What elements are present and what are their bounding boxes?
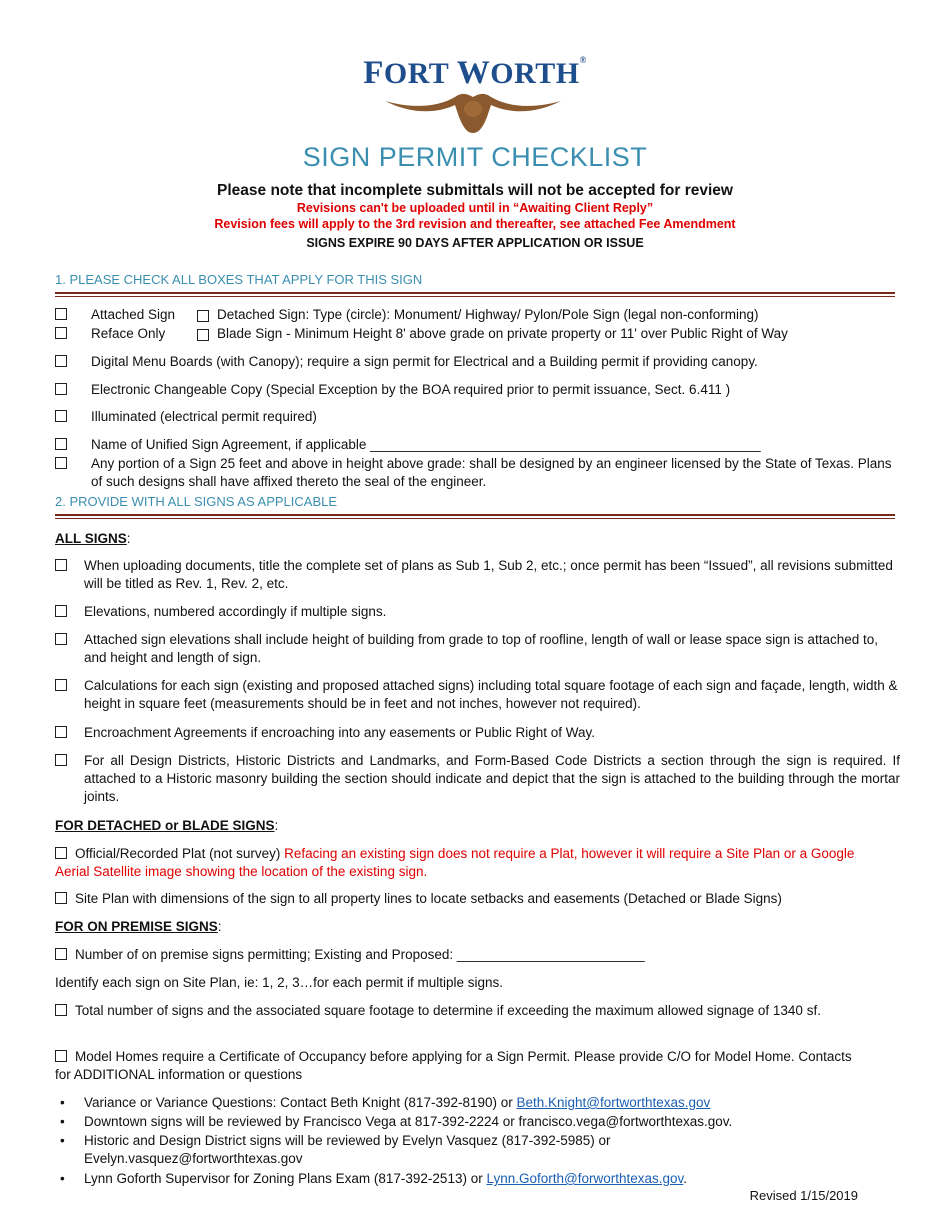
logo-letters: ORT bbox=[383, 57, 457, 90]
electronic-copy-label: Electronic Changeable Copy (Special Exception by the BOA required prior to permit issuance, Sect. 6.411 ) bbox=[91, 382, 731, 397]
upload-title-checkbox[interactable] bbox=[55, 559, 67, 571]
detached-sign-checkbox[interactable] bbox=[197, 310, 209, 322]
upload-title-label: When uploading documents, title the complete set of plans as Sub 1, Sub 2, etc.; once permit has been “Issued”, all revisions submitted will be titled as Rev. 1, Rev. 2, etc. bbox=[84, 558, 893, 591]
attached-sign-label: Attached Sign bbox=[91, 307, 176, 322]
model-homes-checkbox[interactable] bbox=[55, 1050, 67, 1062]
checklist-row bbox=[55, 603, 900, 621]
total-signs-checkbox[interactable] bbox=[55, 1004, 67, 1016]
historic-email: Evelyn.vasquez@fortworthtexas.gov bbox=[84, 1151, 303, 1166]
revision-upload-note: Revisions can't be uploaded until in “Awaiting Client Reply” bbox=[296, 201, 654, 215]
logo-letter: W bbox=[456, 55, 491, 91]
incomplete-submittal-note: Please note that incomplete submittals will not be accepted for review bbox=[217, 182, 733, 199]
electronic-copy-checkbox[interactable] bbox=[55, 383, 67, 395]
plat-row bbox=[55, 845, 875, 881]
bullet-icon: • bbox=[60, 1114, 65, 1129]
checklist-row bbox=[55, 631, 900, 665]
detached-sign-label: Detached Sign: Type (circle): Monument/ Highway/ Pylon/Pole Sign (legal non-conforming) bbox=[217, 307, 759, 322]
bullet-icon: • bbox=[60, 1095, 65, 1110]
model-homes-row bbox=[55, 1048, 855, 1084]
total-signs-label: Total number of signs and the associated square footage to determine if exceeding the maximum allowed signage of 1340 sf. bbox=[75, 1003, 821, 1018]
attached-elevations-label: Attached sign elevations shall include height of building from grade to top of roofline, length of wall or lease space sign is attached to, and height and length of sign. bbox=[84, 632, 878, 665]
checklist-row bbox=[55, 408, 900, 426]
encroachment-label: Encroachment Agreements if encroaching into any easements or Public Right of Way. bbox=[84, 725, 596, 740]
blade-sign-label: Blade Sign - Minimum Height 8' above grade on private property or 11' over Public Right of Way bbox=[217, 326, 788, 341]
identify-signs-text: Identify each sign on Site Plan, ie: 1, 2, 3…for each permit if multiple signs. bbox=[55, 975, 503, 990]
premise-heading-text: FOR ON PREMISE SIGNS bbox=[55, 919, 218, 934]
revised-date: Revised 1/15/2019 bbox=[749, 1188, 858, 1203]
longhorn-icon bbox=[383, 87, 563, 135]
goforth-contact: Lynn Goforth Supervisor for Zoning Plans Exam (817-392-2513) or bbox=[84, 1171, 487, 1186]
all-signs-heading-text: ALL SIGNS bbox=[55, 531, 127, 546]
goforth-email-link[interactable]: Lynn.Goforth@forworthtexas.gov bbox=[486, 1171, 684, 1186]
unified-sign-label: Name of Unified Sign Agreement, if applicable ____________________________________________________ bbox=[91, 437, 761, 452]
all-signs-heading: ALL SIGNS: bbox=[55, 531, 131, 546]
site-plan-row bbox=[55, 890, 900, 908]
model-homes-label: Model Homes require a Certificate of Occupancy before applying for a Sign Permit. Please provide C/O for Model Home. Contacts for ADDITIONAL information or questions bbox=[55, 1049, 852, 1082]
digital-menu-checkbox[interactable] bbox=[55, 355, 67, 367]
site-plan-checkbox[interactable] bbox=[55, 892, 67, 904]
calculations-checkbox[interactable] bbox=[55, 679, 67, 691]
section-divider bbox=[55, 514, 895, 519]
digital-menu-label: Digital Menu Boards (with Canopy); require a sign permit for Electrical and a Building permit if providing canopy. bbox=[91, 354, 758, 369]
registered-mark: ® bbox=[579, 55, 587, 65]
checklist-row bbox=[55, 677, 900, 711]
unified-sign-checkbox[interactable] bbox=[55, 438, 67, 450]
section-1-heading: 1. PLEASE CHECK ALL BOXES THAT APPLY FOR THIS SIGN bbox=[55, 272, 423, 287]
design-districts-checkbox[interactable] bbox=[55, 754, 67, 766]
design-districts-label: For all Design Districts, Historic Districts and Landmarks, and Form-Based Code Districts a section through the sign is required. If attached to a Historic masonry building the section should indicate and depict that the sign is attached to the building through the mortar joints. bbox=[84, 753, 900, 804]
bullet-icon: • bbox=[60, 1133, 65, 1148]
revision-fees-note: Revision fees will apply to the 3rd revision and thereafter, see attached Fee Amendment bbox=[214, 217, 736, 231]
goforth-period: . bbox=[683, 1171, 688, 1186]
premise-count-row bbox=[55, 946, 900, 964]
blade-sign-checkbox[interactable] bbox=[197, 329, 209, 341]
logo-letter: F bbox=[363, 55, 384, 91]
engineer-seal-label: Any portion of a Sign 25 feet and above in height above grade: shall be designed by an engineer licensed by the State of Texas. Plans of such designs shall have affixed thereto the seal of the engineer. bbox=[91, 456, 892, 489]
bullet-icon: • bbox=[60, 1171, 65, 1186]
logo-letters: ORTH bbox=[490, 57, 580, 90]
page-title: SIGN PERMIT CHECKLIST bbox=[302, 142, 648, 172]
attached-sign-checkbox[interactable] bbox=[55, 308, 67, 320]
downtown-contact: Downtown signs will be reviewed by Francisco Vega at 817-392-2224 or francisco.vega@fortworthtexas.gov. bbox=[84, 1114, 733, 1129]
expiration-note: SIGNS EXPIRE 90 DAYS AFTER APPLICATION OR ISSUE bbox=[306, 236, 644, 250]
checklist-row bbox=[55, 306, 900, 324]
section-2-heading: 2. PROVIDE WITH ALL SIGNS AS APPLICABLE bbox=[55, 494, 338, 509]
checklist-row bbox=[55, 381, 900, 399]
plat-refacing-note: Refacing an existing sign does not require a Plat, however it will require a Site Plan or a Google Aerial Satellite image showing the location of the existing sign. bbox=[55, 846, 855, 879]
variance-email-link[interactable]: Beth.Knight@fortworthtexas.gov bbox=[516, 1095, 711, 1110]
premise-heading: FOR ON PREMISE SIGNS: bbox=[55, 919, 222, 934]
illuminated-label: Illuminated (electrical permit required) bbox=[91, 409, 317, 424]
checklist-row bbox=[55, 752, 900, 804]
reface-only-label: Reface Only bbox=[91, 326, 166, 341]
checklist-row bbox=[55, 325, 900, 343]
historic-contact: Historic and Design District signs will be reviewed by Evelyn Vasquez (817-392-5985) or bbox=[84, 1133, 611, 1148]
checklist-row bbox=[55, 557, 900, 591]
checklist-row bbox=[55, 724, 900, 742]
checklist-row bbox=[55, 353, 900, 371]
premise-count-label: Number of on premise signs permitting; Existing and Proposed: _________________________ bbox=[75, 947, 645, 962]
detached-heading-text: FOR DETACHED or BLADE SIGNS bbox=[55, 818, 275, 833]
elevations-checkbox[interactable] bbox=[55, 605, 67, 617]
attached-elevations-checkbox[interactable] bbox=[55, 633, 67, 645]
illuminated-checkbox[interactable] bbox=[55, 410, 67, 422]
calculations-label: Calculations for each sign (existing and proposed attached signs) including total square footage of each sign and façade, length, width & height in square feet (measurements should be in feet and not inches, however not required). bbox=[84, 678, 898, 711]
engineer-seal-checkbox[interactable] bbox=[55, 457, 67, 469]
plat-label: Official/Recorded Plat (not survey) bbox=[75, 846, 285, 861]
variance-contact: Variance or Variance Questions: Contact Beth Knight (817-392-8190) or bbox=[84, 1095, 517, 1110]
encroachment-checkbox[interactable] bbox=[55, 726, 67, 738]
plat-checkbox[interactable] bbox=[55, 847, 67, 859]
reface-only-checkbox[interactable] bbox=[55, 327, 67, 339]
detached-heading: FOR DETACHED or BLADE SIGNS: bbox=[55, 818, 279, 833]
checklist-row bbox=[55, 436, 900, 454]
checklist-row bbox=[55, 455, 900, 489]
site-plan-label: Site Plan with dimensions of the sign to all property lines to locate setbacks and easements (Detached or Blade Signs) bbox=[75, 891, 782, 906]
total-signs-row bbox=[55, 1002, 870, 1020]
section-divider bbox=[55, 292, 895, 297]
premise-count-checkbox[interactable] bbox=[55, 948, 67, 960]
elevations-label: Elevations, numbered accordingly if multiple signs. bbox=[84, 604, 387, 619]
